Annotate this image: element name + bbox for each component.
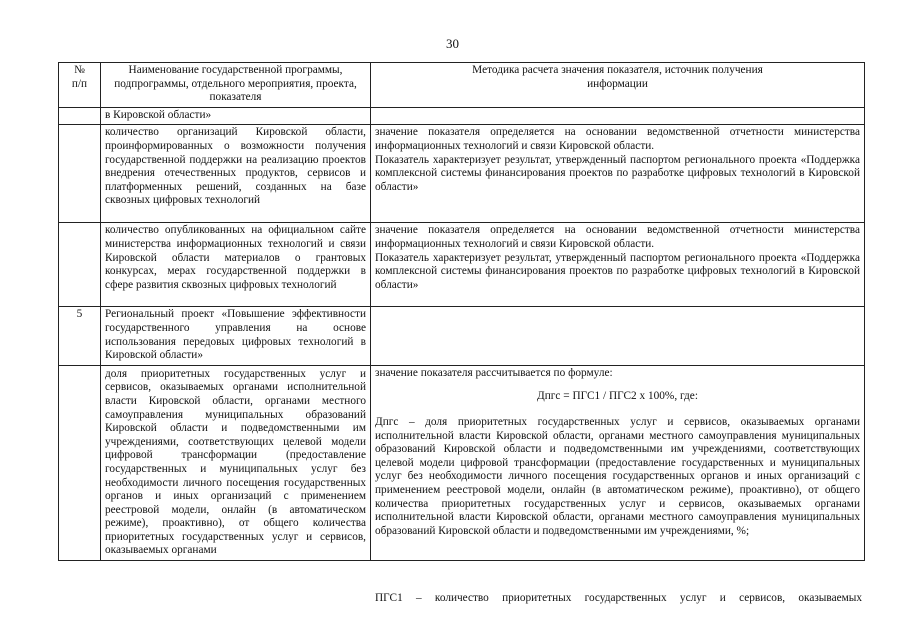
method-result-text: Показатель характеризует результат, утвержденный паспортом регионального проекта «Поддержка комплексной системы финансирования проектов по разработке цифровых технологий в Кировской области» — [375, 153, 860, 193]
row-number — [59, 223, 101, 307]
method-intro-text: значение показателя рассчитывается по формуле: — [375, 366, 613, 379]
header-name: Наименование государственной программы, подпрограммы, отдельного мероприятия, проекта, показателя — [101, 63, 371, 108]
indicator-name: доля приоритетных государственных услуг и сервисов, оказываемых органами исполнительной власти Кировской области, органами местного самоуправления муниципальных образований Кировской области и подведомственными им учреждениями, соответствующих целевой модели цифровой трансформации (предоставление государственных и муниципальных услуг без необходимости личного посещения государственных органов и иных организаций с применением реестровой модели, онлайн (в автоматическом режиме), проактивно), от общего количества приоритетных государственных услуг и сервисов, оказываемых органами — [101, 365, 371, 560]
indicator-method — [371, 125, 865, 223]
project-name: Региональный проект «Повышение эффективности государственного управления на основе использования передовых цифровых технологий в Кировской области» — [101, 307, 371, 365]
method-source-text: значение показателя определяется на основании ведомственной отчетности министерства информационных технологий и связи Кировской области. — [375, 224, 860, 250]
indicator-method — [371, 223, 865, 307]
row-number — [59, 125, 101, 223]
formula: Дпгс = ПГС1 / ПГС2 х 100%, где: — [537, 390, 698, 403]
table-header-row — [59, 63, 865, 108]
row-number: 5 — [59, 307, 101, 365]
row-number — [59, 107, 101, 125]
row-number — [59, 365, 101, 560]
table-row — [59, 223, 865, 307]
indicator-method — [371, 365, 865, 560]
indicator-methodology-table — [58, 62, 865, 561]
clipped-continuation-line: ПГС1 – количество приоритетных государственных услуг и сервисов, оказываемых — [375, 592, 862, 604]
table-row — [59, 307, 865, 365]
indicator-name: количество опубликованных на официальном сайте министерства информационных технологий и связи Кировской области материалов о грантовых конкурсах, мерах государственной поддержки в сфере развития сквозных цифровых технологий — [101, 223, 371, 307]
method-source-text: значение показателя определяется на основании ведомственной отчетности министерства информационных технологий и связи Кировской области. — [375, 126, 860, 152]
header-method: Методика расчета значения показателя, источник получения информации — [371, 63, 865, 108]
indicator-method — [371, 107, 865, 125]
indicator-name: количество организаций Кировской области, проинформированных о возможности получения государственной поддержки на реализацию проектов внедрения отечественных продуктов, сервисов и платформенных решений, созданных на базе сквозных цифровых технологий — [101, 125, 371, 223]
table-row — [59, 125, 865, 223]
method-result-text: Показатель характеризует результат, утвержденный паспортом регионального проекта «Поддержка комплексной системы финансирования проектов по разработке цифровых технологий в Кировской области» — [375, 251, 860, 291]
table-row — [59, 107, 865, 125]
indicator-name: в Кировской области» — [101, 107, 371, 125]
page-number: 30 — [446, 36, 459, 51]
table-row — [59, 365, 865, 560]
indicator-method — [371, 307, 865, 365]
header-number: № п/п — [59, 63, 101, 108]
formula-definition: Дпгс – доля приоритетных государственных услуг и сервисов, оказываемых органами исполнительной власти Кировской области, органами местного самоуправления муниципальных образований Кировской области и подведомственными им учреждениями, соответствующих целевой модели цифровой трансформации (предоставление государственных и муниципальных услуг без необходимости личного посещения государственных органов и иных организаций с применением реестровой модели, онлайн (в автоматическом режиме), проактивно), от общего количества приоритетных государственных услуг и сервисов, оказываемых органами исполнительной власти Кировской области, органами местного самоуправления муниципальных образований Кировской области и подведомственными им учреждениями, %; — [375, 415, 860, 537]
